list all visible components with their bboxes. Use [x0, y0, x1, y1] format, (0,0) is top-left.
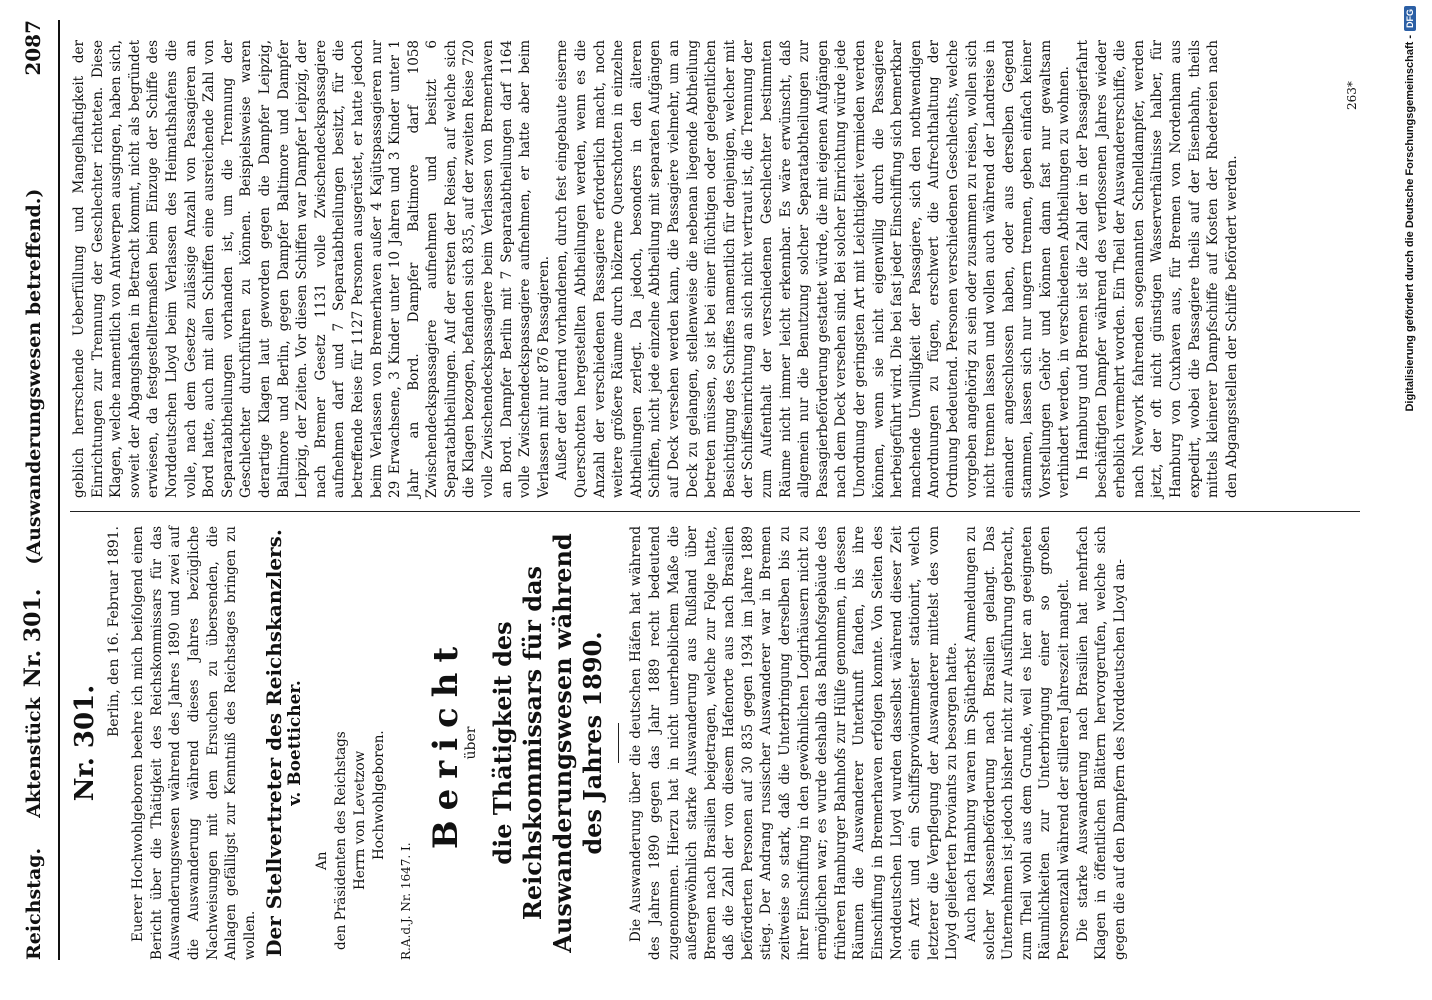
- header-doc-label: Aktenstück: [23, 697, 45, 818]
- running-header: [20, 20, 50, 960]
- letter-date: Berlin, den 16. Februar 1891.: [105, 526, 122, 738]
- addressee-block: [313, 526, 389, 960]
- reference-number: R.A.d.J. Nr. 1647. I.: [398, 842, 413, 960]
- column-divider: [70, 511, 1360, 512]
- addressee-line: An: [313, 851, 330, 870]
- dfg-logo: DFG: [1404, 6, 1416, 31]
- page-number: 2087: [21, 20, 45, 76]
- document-number: Nr. 301.: [70, 684, 100, 802]
- paragraph: In Hamburg und Bremen ist die Zahl der in der Passagierfahrt beschäftigten Dampfer während des verflossenen Jahres wieder erheblich vermehrt worden. Ein Theil der Auswandererschiffe, die nach Newyork fahrenden sogenannten Schnelldampfer, werden jetzt, der oft nicht günstigen Wasserverhältnisse halber, für Hamburg von Cuxhaven aus, für Bremen von Nordenham aus expedirt, wobei die Passagiere theils auf der Eisenbahn, theils mittels kleinerer Dampfschiffe auf Kosten der Rhedereien nach den Abgangsstellen der Schiffe befördert werden.: [1075, 40, 1240, 498]
- signature-mark: 263*: [1345, 81, 1359, 110]
- addressee-line: Herrn von Levetzow: [351, 750, 368, 890]
- paragraph: geblich herrschende Ueberfüllung und Mangelhaftigkeit der Einrichtungen zur Trennung der Geschlechter richteten. Diese Klagen, welche namentlich von Antwerpen ausgingen, haben sich, soweit der Abgangshafen in Betracht kommt, nicht als begründet erwiesen, da festgestelltermaßen beim Einzuge der Schiffe des Norddeutschen Lloyd beim Verlassen des Heimathshafens die volle, nach dem Gesetze zulässige Anzahl von Passagieren an Bord hatte, auch mit allen Schiffen eine ausreichende Zahl von Separatabtheilungen vorhanden ist, um die Trennung der Geschlechter durchführen zu können. Beispielsweise waren derartige Klagen laut geworden gegen die Dampfer Leipzig, Baltimore und Berlin, gegen Dampfer Baltimore und Dampfer Leipzig, der Zeiten. Vor diesen Schiffen war Dampfer Leipzig, der nach Bremer Gesetz 1131 volle Zwischendeckspassagiere aufnehmen darf und 7 Separatabtheilungen besitzt, für die betreffende Reise für 1127 Personen ausgerüstet, er hatte jedoch beim Verlassen von Bremerhaven außer 4 Kajütspassagieren nur 29 Erwachsene, 3 Kinder unter 10 Jahren und 3 Kinder unter 1 Jahr an Bord. Dampfer Baltimore darf 1058 Zwischendeckspassagiere aufnehmen und besitzt 6 Separatabtheilungen. Auf der ersten der Reisen, auf welche sich die Klagen bezogen, befanden sich 835, auf der zweiten Reise 720 volle Zwischendeckspassagiere beim Verlassen von Bremerhaven an Bord. Dampfer Berlin mit 7 Separatabtheilungen darf 1164 volle Zwischendeckspassagiere aufnehmen, er hatte aber beim Verlassen mit nur 876 Passagieren.: [71, 40, 552, 498]
- digitization-credit-strip: [1388, 0, 1432, 1000]
- paragraph: Außer der dauernd vorhandenen, durch fest eingebaute eiserne Querschotten hergestellten Abtheilungen werden, wenn es die Anzahl der verschiedenen Passagiere erforderlich macht, noch weitere größere Räume durch hölzerne Querschotten in einzelne Abtheilungen zerlegt. Da jedoch, besonders in den älteren Schiffen, nicht jede einzelne Abtheilung mit separaten Aufgängen auf Deck versehen werden kann, die Passagiere vielmehr, um an Deck zu gelangen, stellenweise die nebenan liegende Abtheilung betreten müssen, so ist bei einer flüchtigen oder gelegentlichen Besichtigung des Schiffes namentlich für denjenigen, welcher mit der Schiffseinrichtung an sich nicht vertraut ist, die Trennung der zum Aufenthalt der verschiedenen Geschlechter bestimmten Räume nicht immer leicht erkennbar. Es wäre erwünscht, daß allgemein nur die Benutzung solcher Separatabtheilungen zur Passagierbeförderung gestattet würde, die mit eigenen Aufgängen nach dem Deck versehen sind. Bei solcher Einrichtung würde jede Unordnung der geringsten Art mit Leichtigkeit vermieden werden können, wenn sie nicht eigenwillig durch die Passagiere herbeigeführt wird. Die bei fast jeder Einschiffung sich bemerkbar machende Unwilligkeit der Passagiere, sich den nothwendigen Anordnungen zu fügen, erschwert die Aufrechthaltung der Ordnung bedeutend. Personen verschiedenen Geschlechts, welche vorgeben angehörig zu sein oder zusammen zu reisen, wollen sich nicht trennen lassen und wollen auch während der Landreise in einander angeschlossen haben, oder aus derselben Gegend stammen, lassen sich nur ungern trennen, geben einfach keiner Vorstellungen Gehör und können dann fast nur gewaltsam verhindert werden, in verschiedenen Abtheilungen zu wohnen.: [554, 40, 1073, 498]
- header-body: Reichstag.: [23, 847, 45, 960]
- paragraph: Die starke Auswanderung nach Brasilien hat mehrfach Klagen in öffentlichen Blättern hervorgerufen, welche sich gegen die auf den Dampfern des Norddeutschen Lloyd an-: [1074, 526, 1128, 960]
- report-heading-ueber: über: [462, 726, 479, 760]
- header-subject: (Auswanderungswesen betreffend.): [23, 188, 45, 565]
- addressee-line: Hochwohlgeboren.: [370, 730, 387, 860]
- credit-text-row: [1388, 0, 1432, 1000]
- header-rule: [58, 20, 60, 960]
- signature-name: v. Boetticher.: [284, 680, 305, 806]
- report-title: die Thätigkeit des Reichskommissars für das Auswanderungswesen während des Jahres 1890.: [488, 533, 608, 953]
- letter-body: Euerer Hochwohlgeboren beehre ich mich beifolgend einen Bericht über die Thätigkeit des Reichskommissars für das Auswanderungswesen während des Jahres 1890 und zwei auf die Auswanderung während dieses Jahres bezügliche Nachweisungen mit dem Ersuchen zu übersenden, die Anlagen gefälligst zur Kenntniß des Reichstages bringen zu wollen.: [130, 526, 258, 960]
- signature-title: Der Stellvertreter des Reichskanzlers.: [262, 529, 287, 957]
- paragraph: Auch nach Hamburg waren im Spätherbst Anmeldungen zu solcher Massenbeförderung nach Brasilien gelangt. Das Unternehmen ist jedoch bisher nicht zur Ausführung gebracht, zum Theil wohl aus dem Grunde, weil es hier an geeigneten Räumlichkeiten zur Unterbringung einer so großen Personenzahl während der stilleren Jahreszeit mangelt.: [963, 526, 1072, 960]
- credit-text: Digitalisierung gefördert durch die Deutsche Forschungsgemeinschaft -: [1404, 35, 1416, 412]
- column-left: [70, 526, 1129, 960]
- report-heading: Bericht: [426, 636, 467, 850]
- separator-rule: [618, 723, 619, 763]
- header-doc-number: Nr. 301.: [20, 588, 46, 688]
- column-right: [70, 40, 1241, 498]
- paragraph: Die Auswanderung über die deutschen Häfen hat während des Jahres 1890 gegen das Jahr 1889 recht bedeutend zugenommen. Hierzu hat in nicht unerheblichem Maße die außergewöhnlich starke Auswanderung aus Rußland über Bremen nach Brasilien beigetragen, welche zur Folge hatte, daß die Zahl der von diesem Hafenorte aus nach Brasilien beförderten Personen auf 30 835 gegen 1934 im Jahre 1889 stieg. Der Andrang russischer Auswanderer war in Bremen zeitweise so stark, daß die Unterbringung derselben bis zu ihrer Einschiffung in den gewöhnlichen Logirhäusern nicht zu ermöglichen war; es wurde deshalb das Bahnhofsgebäude des früheren Hamburger Bahnhofs zur Hülfe genommen, in dessen Räumen die Auswanderer Unterkunft fanden, bis ihre Einschiffung in Bremerhaven erfolgen konnte. Von Seiten des Norddeutschen Lloyd wurden dasselbst während dieser Zeit ein Arzt und ein Schiffsproviantmeister stationirt, welch letzterer die Verpflegung der Auswanderer mittelst des vom Lloyd gelieferten Proviants zu besorgen hatte.: [628, 526, 961, 960]
- addressee-line: den Präsidenten des Reichstags: [332, 731, 349, 950]
